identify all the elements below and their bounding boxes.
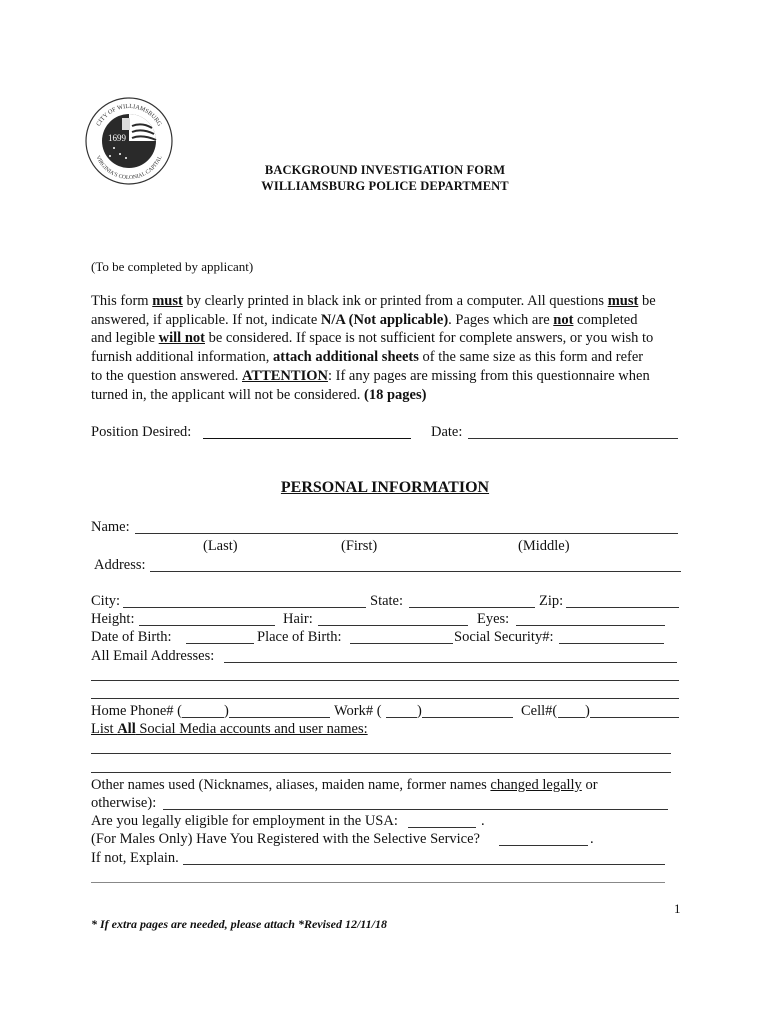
home-phone-field[interactable] xyxy=(229,717,330,718)
social-media-field-line-2[interactable] xyxy=(91,772,671,773)
otherwise-label: otherwise): xyxy=(91,795,157,811)
work-phone-area-field[interactable] xyxy=(386,717,417,718)
home-phone-area-field[interactable] xyxy=(182,717,224,718)
date-field[interactable] xyxy=(468,438,678,439)
instructions: This form must by clearly printed in black ink or printed from a computer. All questions must be answered, if applicable. If not, indicate N/A (Not applicable). Pages which are not completed and legible will not be considered. If space is not sufficient for complete answers, or you wish to furnish additional information, attach additional sheets of the same size as this form and refer to the question answered. ATTENTION: If any pages are missing from this questionnaire when turned in, the applicant will not be considered. (18 pages) xyxy=(91,293,656,403)
eligibility-field[interactable] xyxy=(408,827,476,828)
selective-service-label: (For Males Only) Have You Registered with the Selective Service? xyxy=(91,831,480,847)
email-field-line-3[interactable] xyxy=(91,698,679,699)
page-number: 1 xyxy=(674,901,681,916)
ssn-label: Social Security#: xyxy=(454,629,554,645)
seal-year: 1699 xyxy=(108,133,126,143)
position-desired-label: Position Desired: xyxy=(91,424,192,440)
position-desired-field[interactable] xyxy=(203,438,411,439)
name-field[interactable] xyxy=(135,533,678,534)
eligibility-label: Are you legally eligible for employment in the USA: xyxy=(91,813,398,829)
email-label: All Email Addresses: xyxy=(91,648,215,664)
city-label: City: xyxy=(91,593,121,609)
zip-label: Zip: xyxy=(539,593,564,609)
hair-field[interactable] xyxy=(318,625,468,626)
footer-note: * If extra pages are needed, please attach *Revised 12/11/18 xyxy=(91,917,387,931)
height-label: Height: xyxy=(91,611,135,627)
pob-label: Place of Birth: xyxy=(257,629,342,645)
pob-field[interactable] xyxy=(350,643,453,644)
other-names-field[interactable] xyxy=(163,809,668,810)
seal-ring-bottom: VIRGINIA'S COLONIAL CAPITAL xyxy=(94,154,164,182)
social-media-label: List All Social Media accounts and user names: xyxy=(91,721,368,737)
address-label: Address: xyxy=(94,557,146,573)
explain-field[interactable] xyxy=(183,864,665,865)
cell-phone-area-field[interactable] xyxy=(558,717,585,718)
email-field-line-2[interactable] xyxy=(91,680,679,681)
home-phone-label: Home Phone# ( xyxy=(91,703,183,719)
work-phone-field[interactable] xyxy=(422,717,513,718)
form-title: BACKGROUND INVESTIGATION FORM xyxy=(264,163,506,177)
email-field[interactable] xyxy=(224,662,677,663)
selective-service-period: . xyxy=(590,831,594,847)
eligibility-period: . xyxy=(481,813,485,829)
dob-field[interactable] xyxy=(186,643,254,644)
eyes-label: Eyes: xyxy=(477,611,510,627)
address-field[interactable] xyxy=(150,571,681,572)
other-names-label: Other names used (Nicknames, aliases, maiden name, former names changed legally or xyxy=(91,777,598,793)
explain-field-line-2[interactable] xyxy=(91,882,665,883)
applicant-note: (To be completed by applicant) xyxy=(91,259,254,274)
explain-label: If not, Explain. xyxy=(91,850,179,866)
cell-phone-field[interactable] xyxy=(590,717,679,718)
state-label: State: xyxy=(370,593,404,609)
middle-caption: (Middle) xyxy=(518,538,570,554)
zip-field[interactable] xyxy=(566,607,679,608)
work-phone-paren: ) xyxy=(417,703,422,719)
ssn-field[interactable] xyxy=(559,643,664,644)
cell-phone-label: Cell#( xyxy=(521,703,558,719)
name-label: Name: xyxy=(91,519,130,535)
work-phone-label: Work# ( xyxy=(334,703,382,719)
seal-ring-top: CITY OF WILLIAMSBURG xyxy=(94,102,163,128)
section-title: PERSONAL INFORMATION xyxy=(280,479,490,496)
dob-label: Date of Birth: xyxy=(91,629,172,645)
city-field[interactable] xyxy=(123,607,366,608)
first-caption: (First) xyxy=(341,538,378,554)
home-phone-paren: ) xyxy=(224,703,229,719)
date-label: Date: xyxy=(431,424,463,440)
last-caption: (Last) xyxy=(203,538,238,554)
selective-service-field[interactable] xyxy=(499,845,588,846)
hair-label: Hair: xyxy=(283,611,313,627)
eyes-field[interactable] xyxy=(516,625,665,626)
state-field[interactable] xyxy=(409,607,535,608)
social-media-field-line-1[interactable] xyxy=(91,753,671,754)
department-name: WILLIAMSBURG POLICE DEPARTMENT xyxy=(261,179,509,193)
cell-phone-paren: ) xyxy=(585,703,590,719)
height-field[interactable] xyxy=(139,625,275,626)
